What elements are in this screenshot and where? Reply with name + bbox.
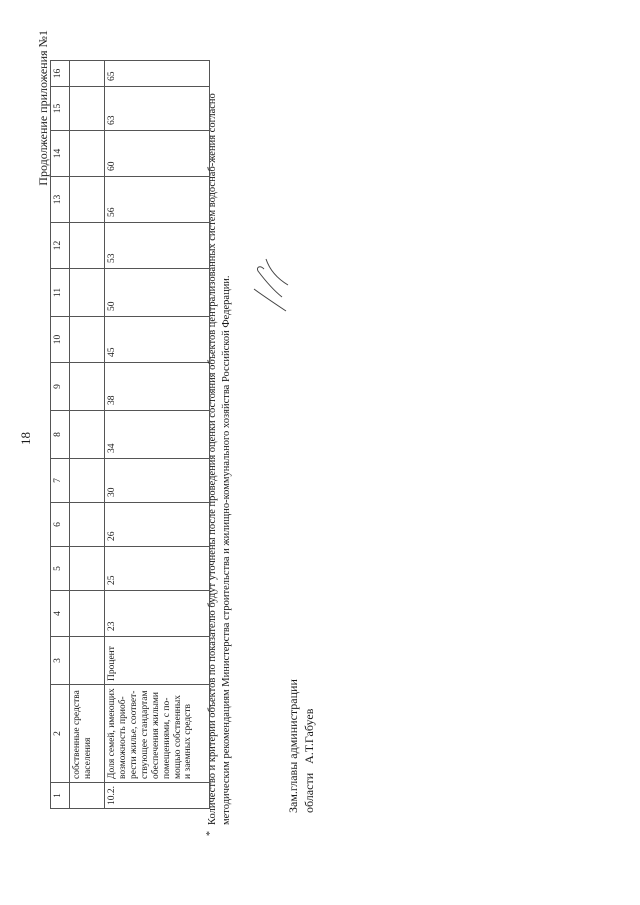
value-cell: 26	[105, 503, 210, 547]
header-cell: 5	[51, 547, 70, 591]
value-cell: 53	[105, 223, 210, 269]
value-cell	[70, 547, 105, 591]
header-cell: 14	[51, 131, 70, 177]
value-cell: 63	[105, 87, 210, 131]
row-number-cell	[70, 783, 105, 809]
header-cell: 2	[51, 685, 70, 783]
value-cell: 38	[105, 363, 210, 411]
signature-line	[302, 679, 318, 813]
value-cell	[70, 177, 105, 223]
indicator-table	[50, 60, 210, 809]
value-cell	[70, 503, 105, 547]
header-cell: 1	[51, 783, 70, 809]
table-row	[70, 61, 105, 809]
handwritten-signature-icon	[248, 255, 297, 315]
header-cell: 7	[51, 459, 70, 503]
header-cell: 9	[51, 363, 70, 411]
value-cell: 23	[105, 591, 210, 637]
value-cell: 50	[105, 269, 210, 317]
value-cell	[70, 61, 105, 87]
header-cell: 15	[51, 87, 70, 131]
value-cell: 56	[105, 177, 210, 223]
row-number-cell: 10.2.	[105, 783, 210, 809]
indicator-name-cell: Доля семей, имеющих возможность приоб-рести жилье, соответ-ствующее стандартам обеспечения жилыми помещениями, с по-мощью собственных и заемных средств	[105, 685, 210, 783]
header-cell: 4	[51, 591, 70, 637]
value-cell	[70, 411, 105, 459]
value-cell	[70, 591, 105, 637]
value-cell: 65	[105, 61, 210, 87]
header-cell: 6	[51, 503, 70, 547]
value-cell	[70, 223, 105, 269]
value-cell	[70, 363, 105, 411]
header-cell: 12	[51, 223, 70, 269]
value-cell: 25	[105, 547, 210, 591]
footnote-marker: *	[205, 831, 216, 836]
header-cell: 10	[51, 317, 70, 363]
signature-block	[286, 679, 317, 813]
value-cell: 60	[105, 131, 210, 177]
signature-org: области	[301, 772, 316, 813]
header-cell: 11	[51, 269, 70, 317]
header-cell: 8	[51, 411, 70, 459]
value-cell	[70, 459, 105, 503]
table-header-row	[51, 61, 70, 809]
continuation-caption: Продолжение приложения №1	[36, 30, 50, 186]
page-number: 18	[18, 432, 33, 445]
signature-name: А.Т.Габуев	[301, 708, 316, 764]
value-cell	[70, 269, 105, 317]
value-cell: 30	[105, 459, 210, 503]
footnote	[205, 35, 234, 836]
value-cell	[70, 87, 105, 131]
value-cell: 45	[105, 317, 210, 363]
unit-cell: Процент	[105, 637, 210, 685]
header-cell: 3	[51, 637, 70, 685]
table-row	[105, 61, 210, 809]
header-cell: 16	[51, 61, 70, 87]
footnote-text: Количество и критерии объектов по показателю будут уточнены после проведения оценки состояния объектов централизованных систем водоснаб-жения согласно методическим рекомендациям Министерства строительства и жилищно-коммунального хозяйства Российской Федерации.	[207, 93, 233, 825]
unit-cell	[70, 637, 105, 685]
signature-position: Зам.главы администрации	[286, 679, 300, 813]
indicator-name-cell: собственные средства населения	[70, 685, 105, 783]
value-cell	[70, 317, 105, 363]
value-cell: 34	[105, 411, 210, 459]
header-cell: 13	[51, 177, 70, 223]
value-cell	[70, 131, 105, 177]
